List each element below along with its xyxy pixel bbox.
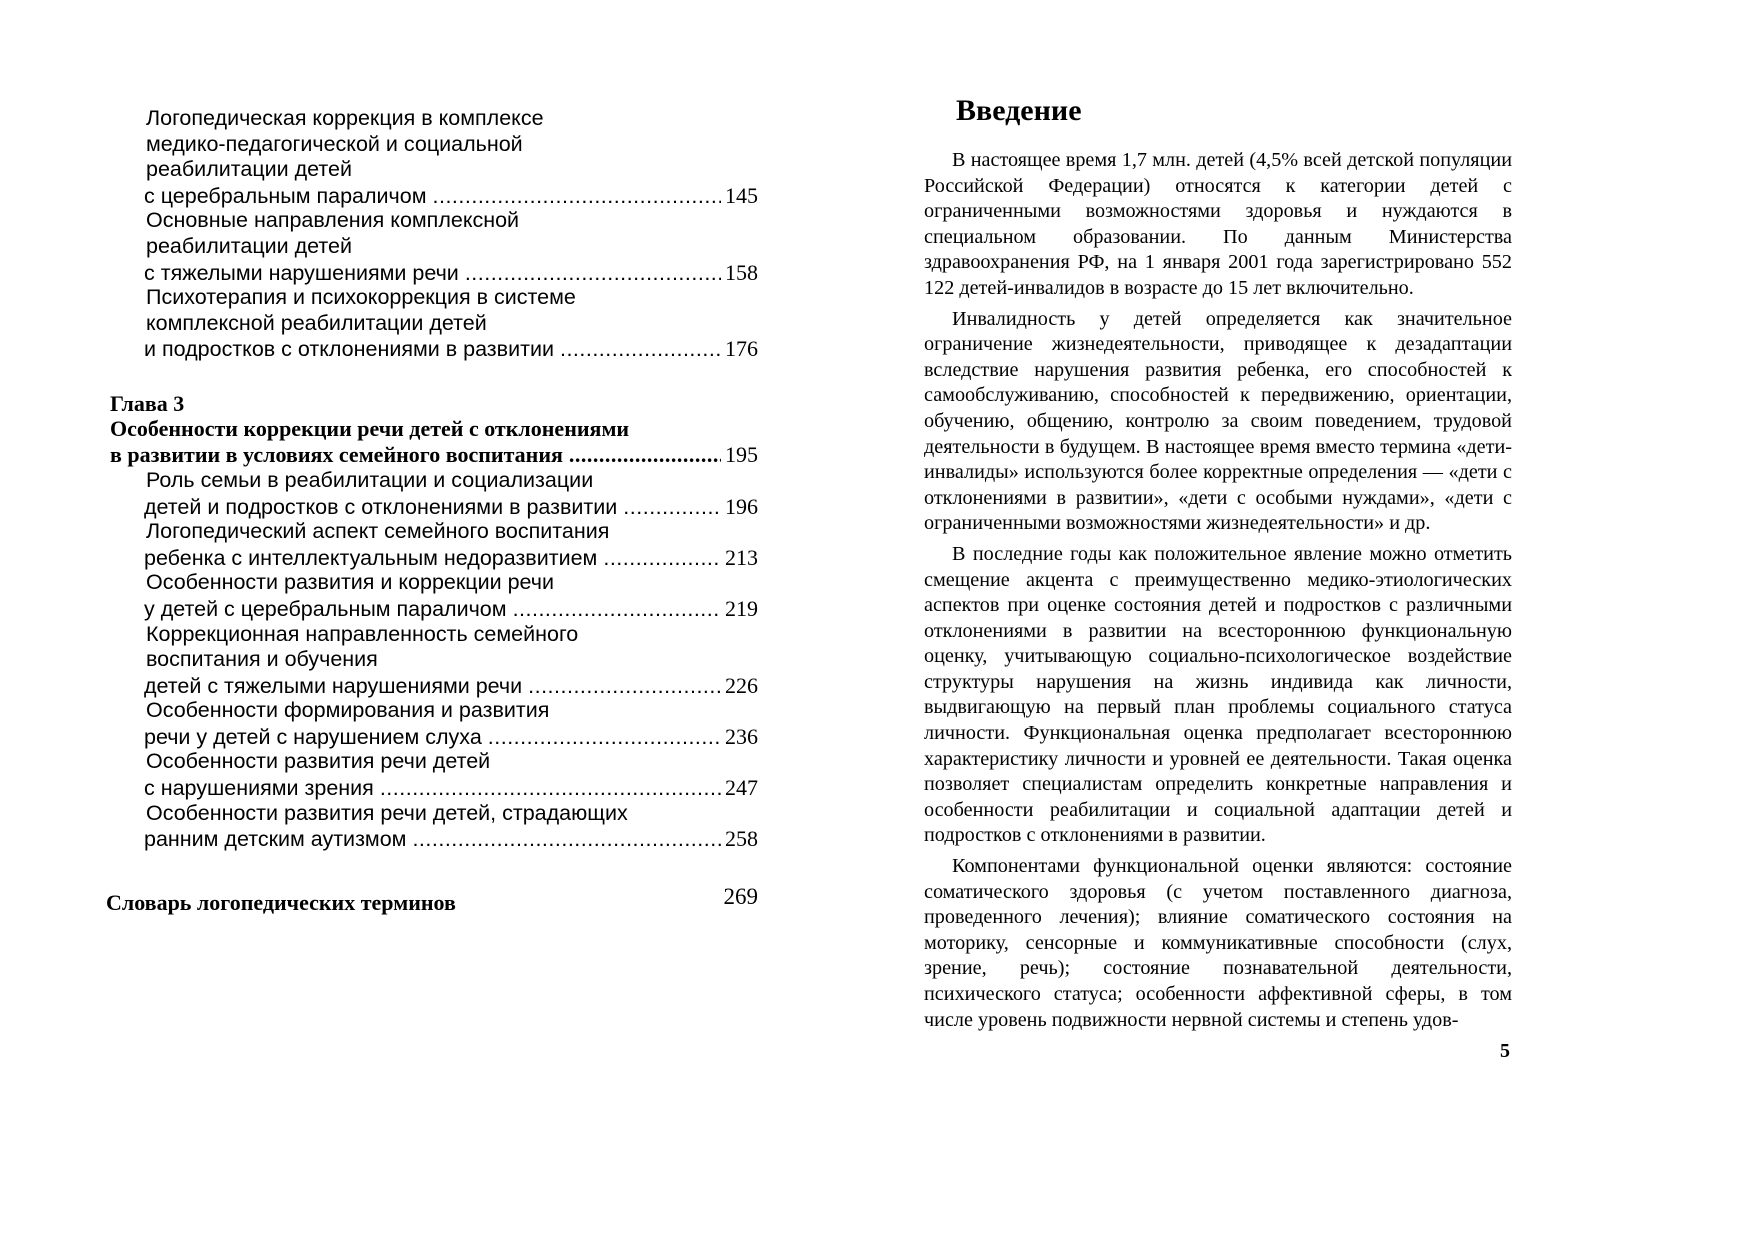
toc-entry [108,285,758,362]
glossary-title: Словарь логопедических терминов [106,889,456,915]
toc-entry-last-line: речи у детей с нарушением слуха ..... 236 [108,724,758,750]
dot-leader [380,776,721,802]
table-of-contents [106,106,758,915]
toc-entry-line: реабилитации детей [146,157,352,182]
right-page [876,0,1753,1241]
toc-entry-line: Логопедическая коррекция в комплексе [146,106,544,130]
toc-entry-line: комплексной реабилитации детей [146,310,487,335]
dot-leader [412,827,721,853]
dot-leader [433,184,722,210]
chapter-title-last-line: в развитии в условиях семейного воспитания ..... 195 [110,442,758,468]
toc-entry [108,801,758,852]
toc-entry-line: Роль семьи в реабилитации и социализации [146,467,594,492]
left-page [0,0,876,1241]
paragraph: В настоящее время 1,7 млн. детей (4,5% всей детской популяции Российской Федерации) относятся к категории детей с ограниченными возможностями здоровья и нуждаются в специальном образовании. По данным Министерства здравоохранения РФ, на 1 января 2001 года зарегистрировано 552 122 детей-инвалидов в возрасте до 15 лет включительно. [924,149,1512,299]
toc-entry-last-line: детей и подростков с отклонениями в развитии ..... 196 [108,494,758,520]
toc-entry-last-line: с тяжелыми нарушениями речи ..... 158 [108,260,758,286]
dot-leader [488,725,721,751]
section-heading: Введение [956,94,1082,127]
toc-entry [108,622,758,699]
toc-page-number: 196 [725,493,758,519]
toc-entry-line: Особенности формирования и развития [146,698,550,723]
paragraph: Инвалидность у детей определяется как значительное ограничение жизнедеятельности, приводящее к дезадаптации вследствие нарушения развития ребенка, его способностей к самообслуживанию, способностей к передвижению, ориентации, обучению, общению, контролю за своим поведением, трудовой деятельности в будущем. В настоящее время вместо термина «дети-инвалиды» используются более корректные определения — «дети с отклонениями в развитии», «дети с особыми нуждами», «дети с ограниченными возможностями жизнедеятельности» и др. [924,307,1512,535]
toc-entry-last-line: с церебральным параличом ..... 145 [108,183,758,209]
toc-entry-last-line: детей с тяжелыми нарушениями речи ..... 226 [108,673,758,699]
page-number: 5 [1500,1040,1510,1062]
toc-page-number: 195 [725,441,758,467]
toc-page-number: 247 [725,775,758,801]
toc-page-number: 176 [725,336,758,362]
toc-entry-line: Особенности развития речи детей [146,749,491,774]
toc-page-number: 213 [725,544,758,570]
toc-entry [108,208,758,285]
toc-page-number: 269 [723,883,758,909]
toc-page-number: 258 [725,826,758,852]
dot-leader [569,442,721,468]
toc-page-number: 158 [725,259,758,285]
toc-entry-line: Особенности развития и коррекции речи [146,570,555,595]
toc-entry-last-line: и подростков с отклонениями в развитии ..... 176 [108,336,758,362]
toc-entry [108,570,758,621]
toc-entry [108,749,758,800]
dot-leader [560,337,721,363]
paragraph: В последние годы как положительное явление можно отметить смещение акцента с преимущественно медико-этиологических аспектов при оценке состояния детей и подростков с различными отклонениями в развитии на всестороннюю функциональную оценку, учитывающую социально-психологическое воздействие структуры нарушения на жизнь индивида как личности, выдвигающую на первый план проблемы социального статуса личности. Функциональная оценка предполагает всестороннюю характеристику личности и уровней ее деятельности. Такая оценка позволяет специалистам определить конкретные направления и особенности реабилитации и социальной адаптации детей и подростков с отклонениями в развитии. [924,542,1512,847]
toc-entry-line: Особенности развития речи детей, страдающих [146,800,628,825]
chapter-label: Глава 3 [110,390,185,416]
dot-leader [623,495,721,521]
toc-entry [108,519,758,570]
toc-entry-last-line: с нарушениями зрения ..... 247 [108,775,758,801]
toc-entry-line: реабилитации детей [146,233,352,258]
toc-entry-line: медико-педагогической и социальной [146,131,523,156]
toc-entry [108,468,758,519]
toc-entry [108,106,758,208]
toc-entry-line: Психотерапия и психокоррекция в системе [146,285,576,310]
dot-leader [513,597,721,623]
chapter-heading [108,392,758,468]
toc-entry-line: воспитания и обучения [146,647,378,672]
dot-leader [465,261,721,287]
toc-page-number: 226 [725,672,758,698]
toc-page-number: 145 [725,182,758,208]
dot-leader [528,674,721,700]
toc-page-number: 219 [725,595,758,621]
toc-entry-line: Логопедический аспект семейного воспитания [146,519,610,544]
chapter-title-line: Особенности коррекции речи детей с отклонениями [110,415,630,441]
toc-entry-line: Коррекционная направленность семейного [146,621,579,646]
toc-entry-line: Основные направления комплексной [146,208,520,233]
toc-entry [108,698,758,749]
glossary-entry [106,883,758,915]
dot-leader [603,546,721,572]
toc-entry-last-line: ребенка с интеллектуальным недоразвитием ..... 213 [108,545,758,571]
paragraph: Компонентами функциональной оценки являются: состояние соматического здоровья (с учетом поставленного диагноза, проведенного лечения); влияние соматического состояния на моторику, сенсорные и коммуникативные способности (слух, зрение, речь); состояние познавательной деятельности, психического статуса; особенности аффективной сферы, в том числе уровень подвижности нервной системы и степень удов- [924,855,1512,1031]
intro-body [924,148,1512,1038]
toc-page-number: 236 [725,723,758,749]
toc-entry-last-line: ранним детским аутизмом ..... 258 [108,826,758,852]
toc-entry-last-line: у детей с церебральным параличом ..... 219 [108,596,758,622]
